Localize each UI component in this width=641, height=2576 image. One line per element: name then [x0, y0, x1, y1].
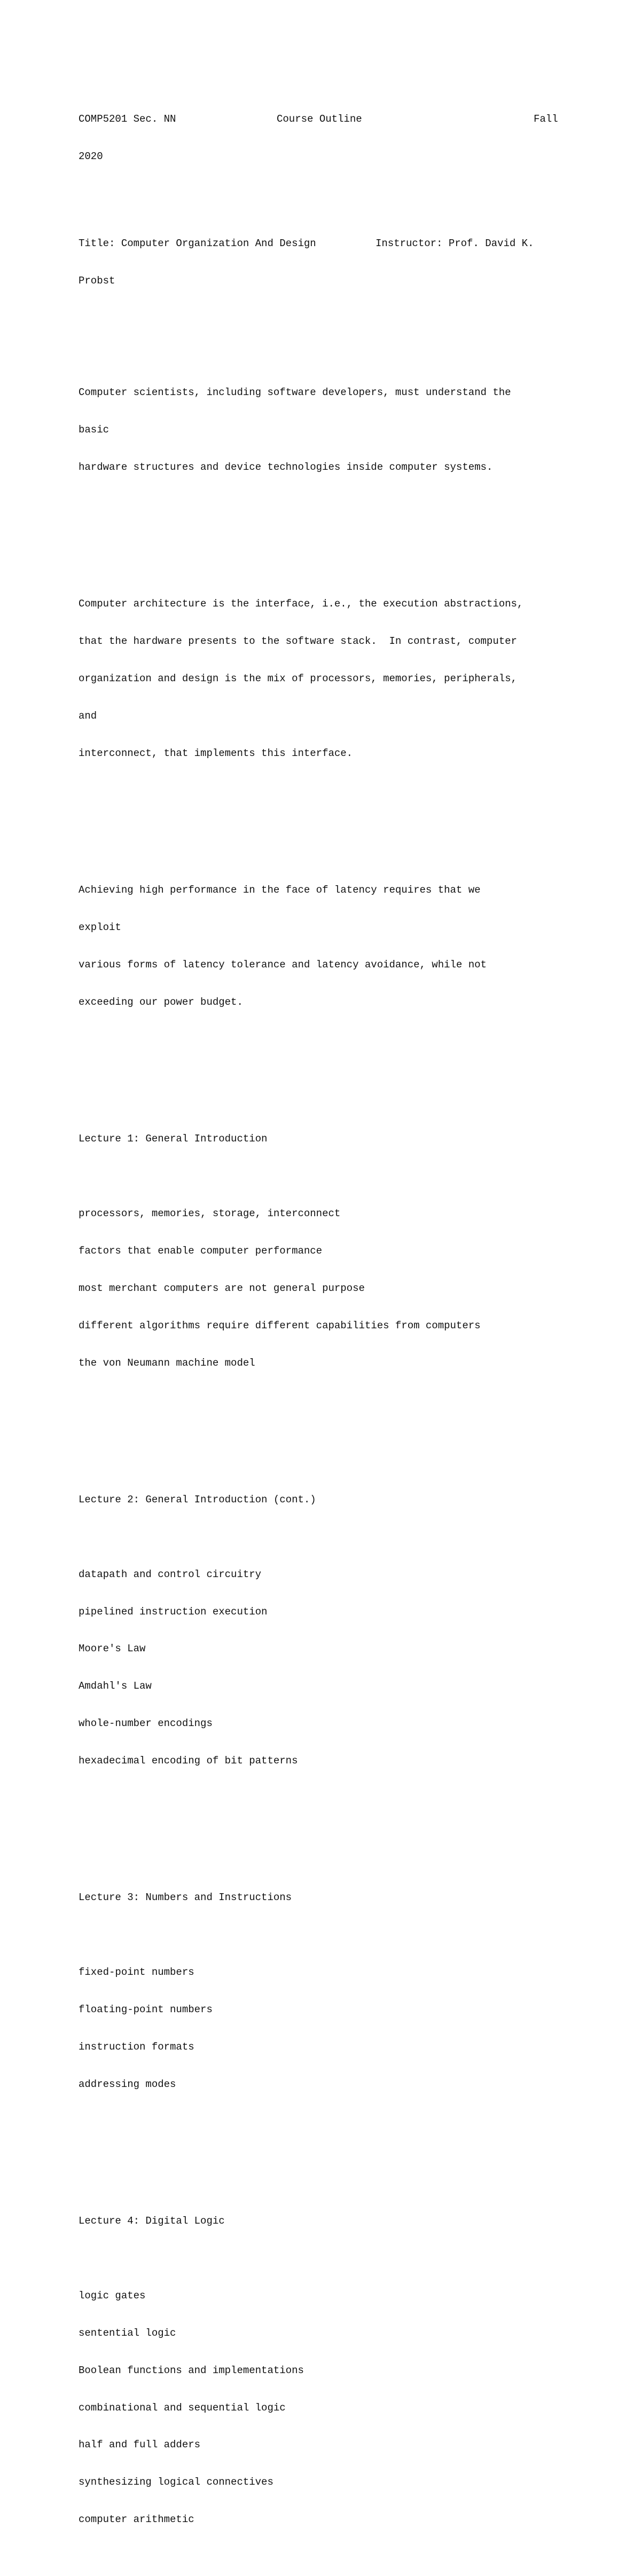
paragraph-line: Computer scientists, including software developers, must understand the	[79, 387, 511, 399]
lecture-topic: sentential logic	[79, 2327, 176, 2339]
lecture-heading: Lecture 2: General Introduction (cont.)	[79, 1493, 316, 1506]
paragraph-line: various forms of latency tolerance and latency avoidance, while not	[79, 959, 487, 971]
course-title: Title: Computer Organization And Design	[79, 237, 316, 249]
lecture-topic: hexadecimal encoding of bit patterns	[79, 1755, 298, 1767]
intro-paragraph-3	[79, 860, 613, 1034]
intro-paragraph-1	[79, 362, 613, 499]
lecture-topic: Boolean functions and implementations	[79, 2364, 304, 2376]
lecture-topic: fixed-point numbers	[79, 1966, 194, 1979]
paragraph-line: organization and design is the mix of processors, memories, peripherals,	[79, 673, 517, 685]
spacer	[79, 1531, 613, 1543]
paragraph-line: exceeding our power budget.	[79, 996, 243, 1008]
lecture-topic: Amdahl's Law	[79, 1680, 152, 1692]
spacer	[79, 1419, 613, 1431]
lecture-topic: datapath and control circuitry	[79, 1568, 262, 1580]
instructor: Instructor: Prof. David K.	[376, 237, 534, 249]
intro-paragraph-2	[79, 573, 613, 785]
document-type: Course Outline	[277, 113, 362, 125]
lecture-topic: processors, memories, storage, interconnect	[79, 1208, 341, 1220]
lecture-topic: factors that enable computer performance	[79, 1244, 323, 1257]
spacer	[79, 1058, 613, 1070]
lecture-heading: Lecture 4: Digital Logic	[79, 2215, 225, 2227]
paragraph-line: Achieving high performance in the face of latency requires that we	[79, 884, 481, 896]
lecture-2-section	[79, 1469, 613, 1792]
lecture-topic: different algorithms require different capabilities from computers	[79, 1319, 481, 1332]
lecture-topic: whole-number encodings	[79, 1718, 213, 1730]
lecture-topic: combinational and sequential logic	[79, 2401, 286, 2414]
course-outline-page	[79, 76, 613, 2576]
lecture-topic: floating-point numbers	[79, 2004, 213, 2016]
lecture-topic: synthesizing logical connectives	[79, 2476, 273, 2488]
spacer	[79, 312, 613, 325]
spacer	[79, 2252, 613, 2265]
spacer	[79, 524, 613, 536]
paragraph-line: exploit	[79, 921, 121, 934]
paragraph-line: that the hardware presents to the software stack. In contrast, computer	[79, 635, 517, 648]
title-row	[79, 238, 613, 250]
lecture-heading: Lecture 3: Numbers and Instructions	[79, 1892, 292, 1904]
lecture-topic: half and full adders	[79, 2439, 201, 2451]
lecture-topic: instruction formats	[79, 2041, 194, 2053]
spacer	[79, 1817, 613, 1830]
spacer	[79, 1929, 613, 1941]
term-year: 2020	[79, 150, 103, 162]
paragraph-line: interconnect, that implements this interface.	[79, 747, 353, 760]
lecture-topic: addressing modes	[79, 2078, 176, 2090]
lecture-topic: Moore's Law	[79, 1643, 146, 1655]
paragraph-line: Computer architecture is the interface, i.e., the execution abstractions,	[79, 598, 523, 610]
course-code: COMP5201 Sec. NN	[79, 113, 176, 125]
lecture-heading: Lecture 1: General Introduction	[79, 1133, 268, 1145]
instructor-continued: Probst	[79, 274, 115, 287]
lecture-topic: logic gates	[79, 2289, 146, 2302]
lecture-topic: computer arithmetic	[79, 2514, 194, 2526]
paragraph-line: hardware structures and device technologies inside computer systems.	[79, 461, 493, 474]
lecture-4-section	[79, 2190, 613, 2551]
term-season: Fall	[534, 113, 558, 125]
lecture-topic: most merchant computers are not general purpose	[79, 1282, 365, 1294]
spacer	[79, 2140, 613, 2153]
lecture-3-section	[79, 1867, 613, 2116]
spacer	[79, 810, 613, 822]
lecture-1-section	[79, 1108, 613, 1395]
spacer	[79, 188, 613, 200]
paragraph-line: basic	[79, 424, 110, 436]
header-row	[79, 113, 613, 125]
lecture-topic: pipelined instruction execution	[79, 1605, 268, 1618]
spacer	[79, 1170, 613, 1183]
lecture-topic: the von Neumann machine model	[79, 1357, 255, 1369]
paragraph-line: and	[79, 710, 97, 722]
